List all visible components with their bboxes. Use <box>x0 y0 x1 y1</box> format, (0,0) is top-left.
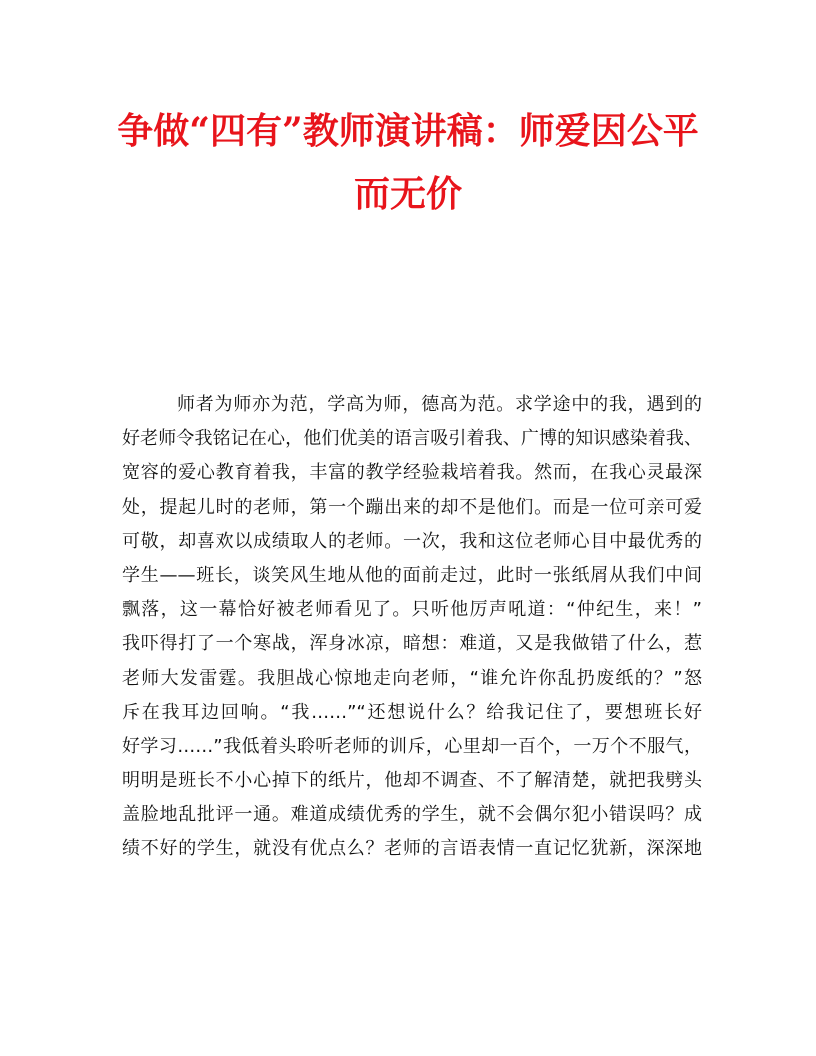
paragraph-line: 斥在我耳边回响。“我……”“还想说什么？给我记住了，要想班长好 <box>122 701 702 723</box>
paragraph-line: 好学习……”我低着头聆听老师的训斥，心里却一百个，一万个不服气， <box>122 735 702 757</box>
paragraph-line: 处，提起儿时的老师，第一个蹦出来的却不是他们。而是一位可亲可爱 <box>122 496 702 518</box>
title-line-2: 而无价 <box>353 173 462 215</box>
body-paragraph <box>122 388 702 867</box>
paragraph-line: 绩不好的学生，就没有优点么？老师的言语表情一直记忆犹新，深深地 <box>122 838 702 860</box>
paragraph-line: 学生——班长，谈笑风生地从他的面前走过，此时一张纸屑从我们中间 <box>122 564 702 586</box>
paragraph-line: 可敬，却喜欢以成绩取人的老师。一次，我和这位老师心目中最优秀的 <box>122 530 702 552</box>
paragraph-line: 盖脸地乱批评一通。难道成绩优秀的学生，就不会偶尔犯小错误吗？成 <box>122 804 702 826</box>
paragraph-line: 宽容的爱心教育着我，丰富的教学经验栽培着我。然而，在我心灵最深 <box>122 462 702 484</box>
paragraph-line: 师者为师亦为范，学高为师，德高为范。求学途中的我，遇到的 <box>177 394 702 415</box>
paragraph-line: 老师大发雷霆。我胆战心惊地走向老师，“谁允许你乱扔废纸的？”怒 <box>122 667 702 689</box>
paragraph-line: 好老师令我铭记在心，他们优美的语言吸引着我、广博的知识感染着我、 <box>122 428 702 450</box>
title-line-1: 争做“四有”教师演讲稿：师爱因公平 <box>117 110 699 152</box>
paragraph-line: 明明是班长不小心掉下的纸片，他却不调查、不了解清楚，就把我劈头 <box>122 770 702 792</box>
paragraph-line: 我吓得打了一个寒战，浑身冰凉，暗想：难道，又是我做错了什么，惹 <box>122 633 702 655</box>
paragraph-line: 飘落，这一幕恰好被老师看见了。只听他厉声吼道：“仲纪生，来！” <box>122 599 702 621</box>
